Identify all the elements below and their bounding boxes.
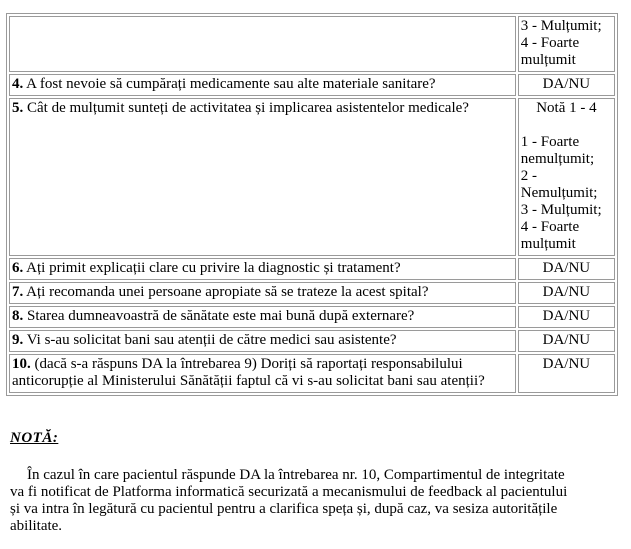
table-row-question-6 <box>9 258 615 280</box>
question-text: Cât de mulțumit sunteți de activitatea și implicarea asistentelor medicale? <box>23 100 469 116</box>
answer-line: mulțumit <box>520 52 576 68</box>
note-heading: NOTĂ: <box>10 430 59 446</box>
table-row-question-5 <box>9 98 615 256</box>
table-row-continuation <box>9 16 615 72</box>
question-text: A fost nevoie să cumpărați medicamente sau alte materiale sanitare? <box>23 76 436 92</box>
question-cell <box>9 354 516 393</box>
answer-scale-title: Notă 1 - 4 <box>536 100 597 116</box>
answer-cell-scale <box>518 98 615 256</box>
answer-line: 4 - Foarte <box>520 35 580 51</box>
question-cell <box>9 306 516 328</box>
question-number: 7. <box>12 284 24 300</box>
answer-cell-scale <box>518 16 615 72</box>
answer-line: nemulțumit; <box>520 151 595 167</box>
spacer <box>521 117 612 134</box>
table-row-question-10 <box>9 354 615 393</box>
note-line: și va intra în legătură cu pacientul pentru a clarifica speța și, după caz, va sesiza autoritățile <box>10 501 558 517</box>
table-row-question-8 <box>9 306 615 328</box>
table-row-question-9 <box>9 330 615 352</box>
table-row-question-7 <box>9 282 615 304</box>
note-line: abilitate. <box>10 518 63 534</box>
answer-cell: DA/NU <box>518 330 615 352</box>
question-text: Vi s-au solicitat bani sau atenții de către medici sau asistente? <box>23 332 397 348</box>
question-cell <box>9 98 516 256</box>
answer-cell: DA/NU <box>518 74 615 96</box>
question-cell-empty <box>9 16 516 72</box>
answer-line: 1 - Foarte <box>520 134 580 150</box>
question-number: 5. <box>12 100 24 116</box>
question-text: (dacă s-a răspuns DA la întrebarea 9) Doriți să raportați responsabilului <box>30 356 463 372</box>
answer-cell: DA/NU <box>518 306 615 328</box>
answer-line: mulțumit <box>520 236 576 252</box>
question-cell <box>9 282 516 304</box>
question-cell <box>9 330 516 352</box>
answer-line: Nemulțumit; <box>520 185 598 201</box>
question-cell <box>9 74 516 96</box>
answer-cell: DA/NU <box>518 354 615 393</box>
question-number: 10. <box>12 356 31 372</box>
answer-cell: DA/NU <box>518 282 615 304</box>
question-cell <box>9 258 516 280</box>
question-text: Ați recomanda unei persoane apropiate să se trateze la acest spital? <box>23 284 429 300</box>
survey-table <box>6 13 618 396</box>
question-number: 8. <box>12 308 24 324</box>
answer-line: 2 - <box>520 168 538 184</box>
question-text: Starea dumneavoastră de sănătate este mai bună după externare? <box>23 308 415 324</box>
answer-line: 3 - Mulțumit; <box>520 18 602 34</box>
note-line: va fi notificat de Platforma informatică securizată a mecanismului de feedback al pacientului <box>10 484 568 500</box>
question-text: anticorupție al Ministerului Sănătății faptul că vi s-au solicitat bani sau atenții? <box>12 373 485 389</box>
question-number: 6. <box>12 260 24 276</box>
question-number: 4. <box>12 76 24 92</box>
answer-cell: DA/NU <box>518 258 615 280</box>
question-number: 9. <box>12 332 24 348</box>
question-text: Ați primit explicații clare cu privire la diagnostic și tratament? <box>23 260 401 276</box>
note-paragraph <box>10 467 622 535</box>
question-line <box>12 356 513 373</box>
table-row-question-4 <box>9 74 615 96</box>
answer-line: 3 - Mulțumit; <box>520 202 602 218</box>
note-line: În cazul în care pacientul răspunde DA la întrebarea nr. 10, Compartimentul de integritate <box>27 467 565 483</box>
answer-line: 4 - Foarte <box>520 219 580 235</box>
